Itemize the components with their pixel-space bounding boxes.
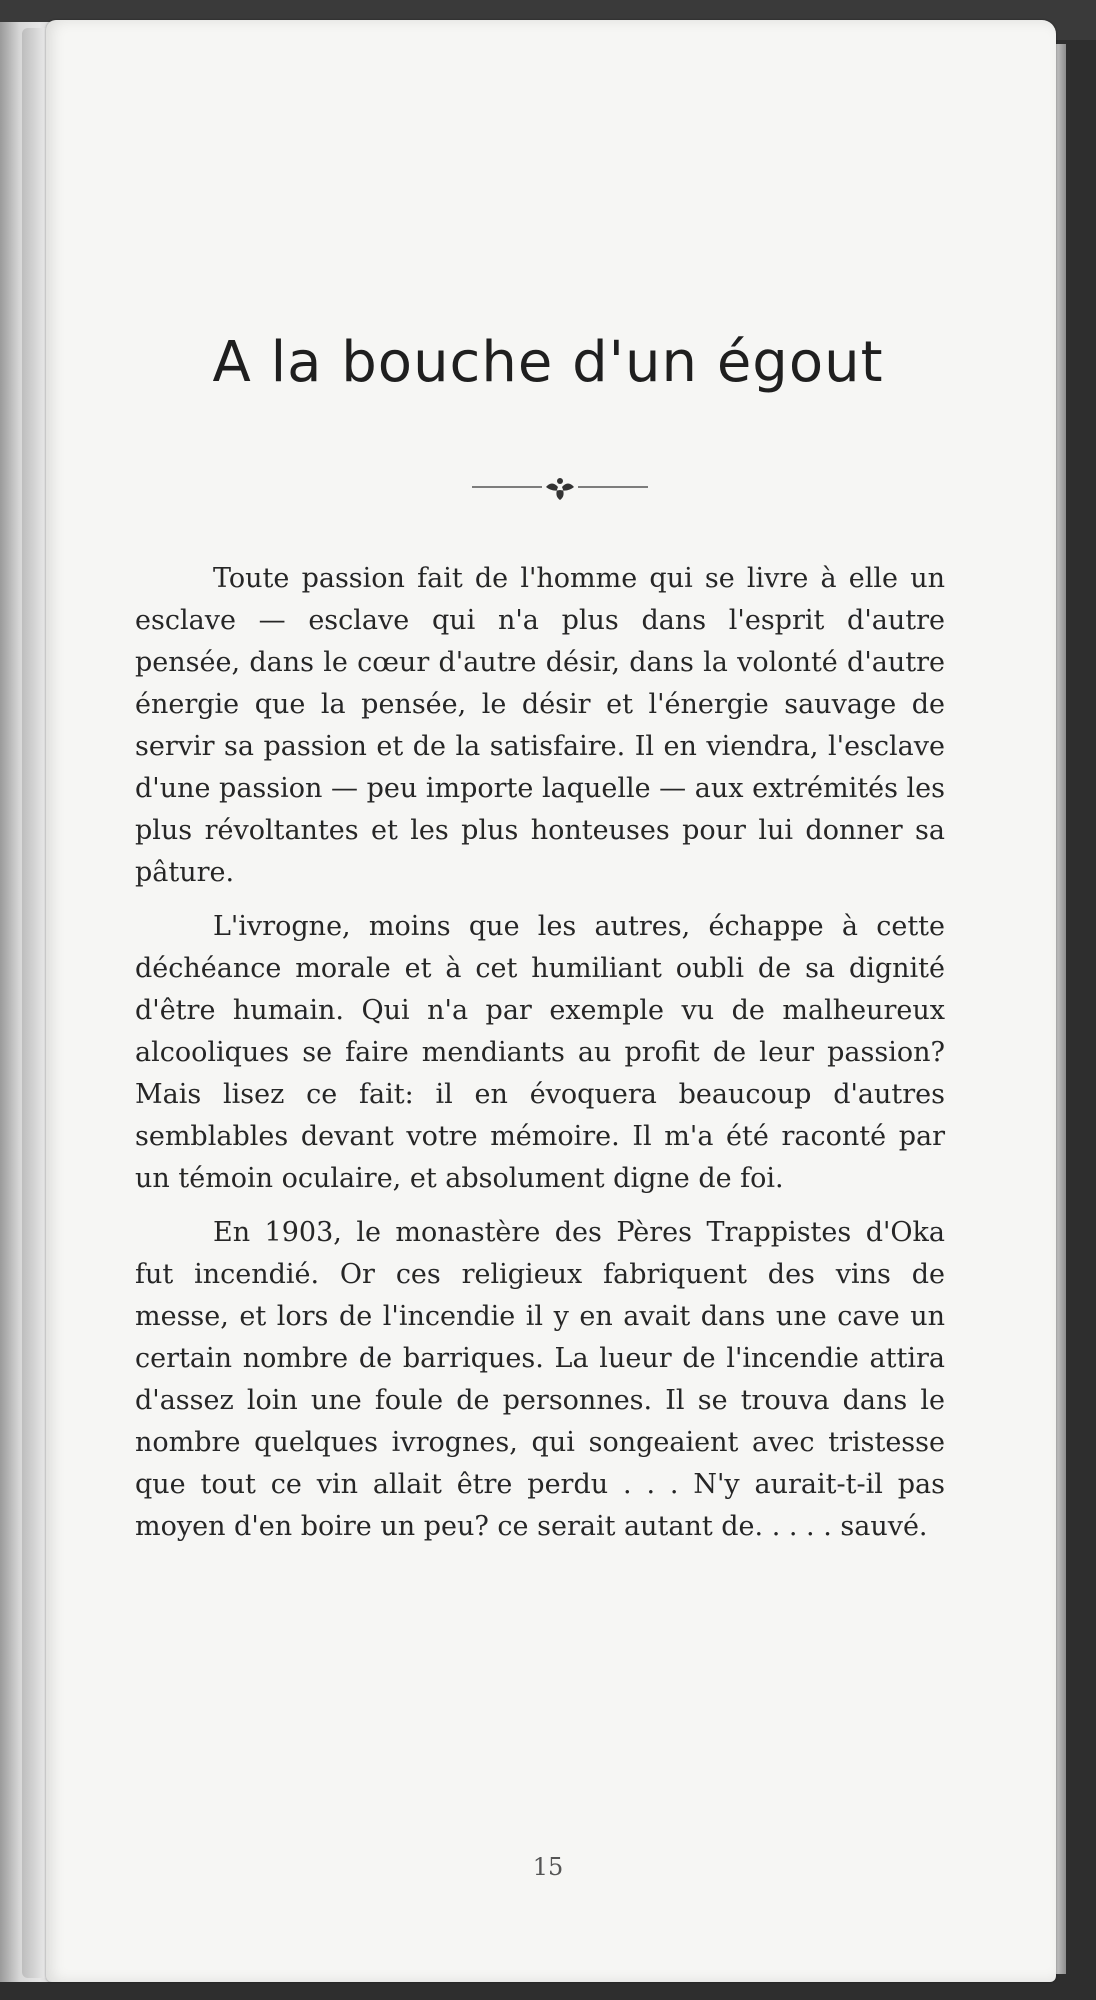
body-text: [135, 558, 945, 1560]
ornament-divider: [470, 470, 650, 506]
paragraph-2: L'ivrogne, moins que les autres, échappe à cette déchéance morale et à cet humiliant oubli de sa dignité d'être humain. Qui n'a par exemple vu de malheureux alcooliques se faire mendiants au profit de leur passion? Mais lisez ce fait: il en évoquera beaucoup d'autres semblables devant votre mémoire. Il m'a été raconté par un témoin oculaire, et absolument digne de foi.: [135, 911, 945, 1194]
chapter-title: A la bouche d'un égout: [212, 330, 884, 395]
paragraph-1: Toute passion fait de l'homme qui se livre à elle un esclave — esclave qui n'a plus dans l'esprit d'autre pensée, dans le cœur d'autre désir, dans la volonté d'autre énergie que la pensée, le désir et l'énergie sauvage de servir sa passion et de la satisfaire. Il en viendra, l'esclave d'une passion — peu importe laquelle — aux extrémités les plus révoltantes et les plus honteuses pour lui donner sa pâture.: [135, 563, 945, 888]
paragraph-3: En 1903, le monastère des Pères Trappistes d'Oka fut incendié. Or ces religieux fabriquent des vins de messe, et lors de l'incendie il y en avait dans une cave un certain nombre de barriques. La lueur de l'incendie attira d'assez loin une foule de personnes. Il se trouva dans le nombre quelques ivrognes, qui songeaient avec tristesse que tout ce vin allait être perdu . . . N'y aurait-t-il pas moyen d'en boire un peu? ce serait autant de. . . . . sauvé.: [135, 1217, 945, 1542]
page-number: 15: [532, 1853, 564, 1881]
